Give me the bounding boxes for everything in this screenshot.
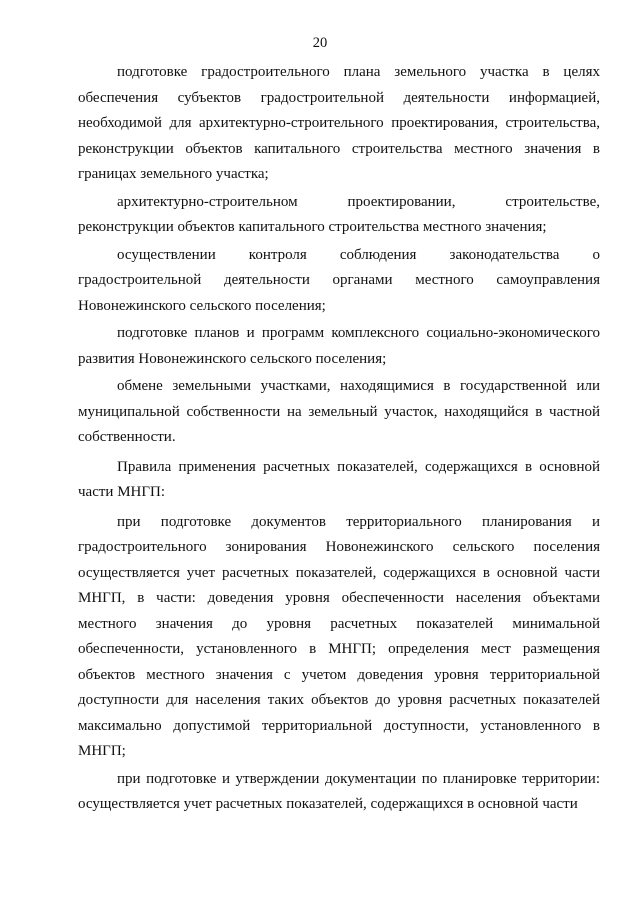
paragraph-gradplan: подготовке градостроительного плана земельного участка в целях обеспечения субъектов градостроительной деятельности информацией, необходимой для архитектурно-строительного проектирования, строительства, реконструкции объектов капитального строительства местного значения в границах земельного участка; [78,64,600,182]
paragraph-rules-heading: Правила применения расчетных показателей, содержащихся в основной части МНГП: [78,458,600,500]
paragraph-design: архитектурно-строительном проектировании, строительстве, реконструкции объектов капитального строительства местного значения; [78,193,600,235]
body-text [78,60,600,818]
paragraph-control: осуществлении контроля соблюдения законодательства о градостроительной деятельности органами местного самоуправления Новонежинского сельского поселения; [78,246,600,314]
paragraph-planning-documentation: при подготовке и утверждении документации по планировке территории: осуществляется учет расчетных показателей, содержащихся в основной части [78,770,600,812]
paragraph-programs: подготовке планов и программ комплексного социально-экономического развития Новонежинского сельского поселения; [78,325,600,367]
paragraph-territorial-planning: при подготовке документов территориального планирования и градостроительного зонирования Новонежинского сельского поселения осуществляется учет расчетных показателей, содержащихся в основной части МНГП, в части: доведения уровня обеспеченности населения объектами местного значения до уровня расчетных показателей минимальной обеспеченности, установленного в МНГП; определения мест размещения объектов местного значения с учетом доведения уровня территориальной доступности для населения таких объектов до уровня расчетных показателей максимально допустимой территориальной доступности, установленного в МНГП; [78,513,600,759]
paragraph-land-exchange: обмене земельными участками, находящимися в государственной или муниципальной собственности на земельный участок, находящийся в частной собственности. [78,378,600,445]
page-number: 20 [312,35,328,51]
